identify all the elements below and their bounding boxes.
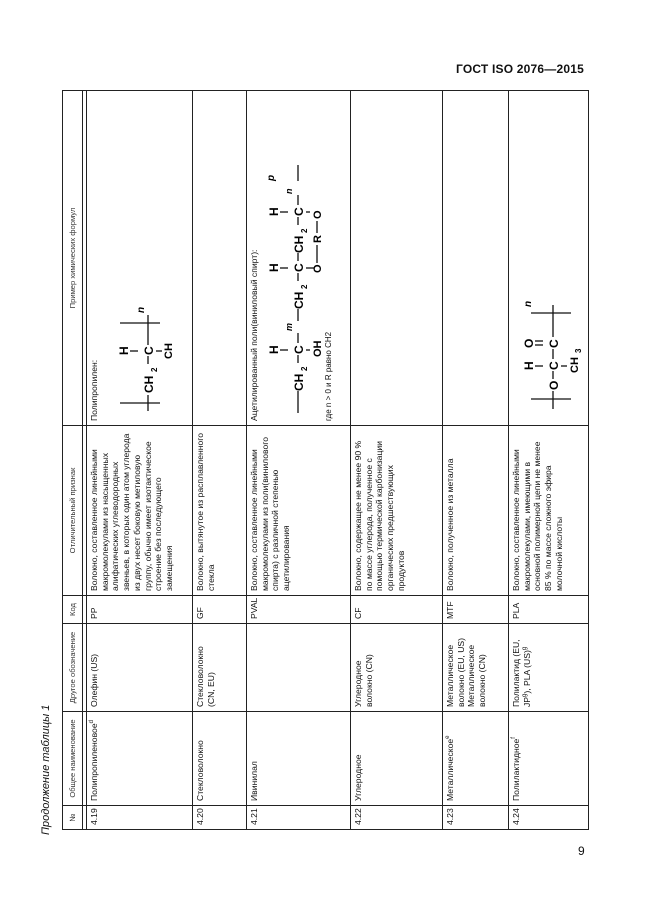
row-common-name: Стекловолокно [193, 712, 247, 806]
ch2-group: CH [291, 235, 306, 253]
ch2-group: CH [291, 291, 306, 309]
table-caption: Продолжение таблицы 1 [40, 704, 52, 835]
repeat-p: p [265, 174, 277, 181]
row-num: 4.19 [87, 806, 193, 830]
row-feature: Волокно, содержащее не менее 90 % по массе углерода, полученное с помощью термической карбонизации органических предшествующих продуктов [351, 426, 443, 596]
formula-label: Ацетилированный поли(виниловый спирт): [249, 249, 259, 421]
row-common-name: Металлическое$^e$ [443, 712, 509, 806]
repeat-n: n [135, 306, 147, 313]
repeat-m: m [283, 322, 294, 331]
carbon-atom: C [291, 207, 306, 216]
hydrogen-atom: H [266, 345, 281, 354]
col-feature: Отличительный признак [63, 426, 83, 596]
row-formula [351, 91, 443, 426]
row-feature: Волокно, составленное линейными макромолекулами из поли(винилового спирта) с различной степенью ацетилирования [247, 426, 351, 596]
table-row [193, 91, 247, 830]
row-feature: Волокно, составленное линейными макромолекулами, имеющими в основной полимерной цепи не менее 85 % по массе сложного эфира молочной кислоты [509, 426, 589, 596]
hydrogen-atom: H [116, 346, 131, 355]
carbon-atom: C [291, 263, 306, 272]
row-other-name: Стекловолокно (CN, EU) [193, 624, 247, 712]
row-code: MTF [443, 596, 509, 624]
row-num: 4.20 [193, 806, 247, 830]
table-row [247, 91, 351, 830]
carbon-atom: C [547, 361, 561, 370]
row-code: GF [193, 596, 247, 624]
row-common-name: Углеродное [351, 712, 443, 806]
table-header-row [63, 91, 83, 830]
oxygen-atom: O [311, 210, 324, 219]
col-other-name: Другое обозначение [63, 624, 83, 712]
row-formula [443, 91, 509, 426]
r-group: R [311, 235, 324, 243]
row-code: PP [87, 596, 193, 624]
ch3-sub: 3 [574, 348, 583, 353]
row-feature: Волокно, составленное линейными макромолекулами из насыщенных алифатических углеводородных звеньев, в которых один атом углерода из двух несет боковую метиловую группу, обычно имеет изотактическое строение без последующего замещения [87, 426, 193, 596]
carbon-atom: C [547, 339, 561, 348]
hydrogen-atom: H [522, 361, 536, 370]
ch2-group: CH [291, 373, 306, 391]
row-other-name: Олефин (US) [87, 624, 193, 712]
hydrogen-atom: H [266, 207, 281, 216]
row-num: 4.24 [509, 806, 589, 830]
table-row [509, 91, 589, 830]
formula-label: Полипропилен: [89, 359, 99, 421]
ch2-sub: 2 [299, 228, 309, 233]
fiber-table [62, 90, 589, 830]
carbonyl-oxygen: O [522, 338, 536, 348]
row-num: 4.23 [443, 806, 509, 830]
carbon-atom: C [141, 346, 156, 355]
row-other-name [247, 624, 351, 712]
page-number: 9 [578, 844, 585, 858]
row-formula [247, 91, 351, 426]
carbon-atom: C [291, 345, 306, 354]
standard-header: ГОСТ ISO 2076—2015 [455, 62, 584, 76]
col-code: Код [63, 596, 83, 624]
row-code: PVAL [247, 596, 351, 624]
pval-formula [260, 91, 322, 421]
repeat-n: n [523, 300, 534, 307]
hydrogen-atom: H [266, 263, 281, 272]
row-formula [193, 91, 247, 426]
row-formula [509, 91, 589, 426]
row-num: 4.21 [247, 806, 351, 830]
ch2-group: CH [141, 375, 156, 393]
hydroxyl-group: OH [311, 340, 324, 357]
row-formula [87, 91, 193, 426]
col-formula: Пример химических формул [63, 91, 83, 426]
row-feature: Волокно, полученное из металла [443, 426, 509, 596]
ch3-group: CH [162, 343, 175, 359]
ch2-sub: 2 [149, 367, 159, 372]
col-num: № [63, 806, 83, 830]
table-row [351, 91, 443, 830]
polypropylene-formula [100, 261, 175, 421]
row-code: CF [351, 596, 443, 624]
pla-formula [511, 261, 583, 421]
row-common-name: Ивинилал [247, 712, 351, 806]
oxygen-atom: O [547, 380, 561, 390]
ch3-group: CH [569, 357, 581, 373]
row-other-name: Металлическое волокно (EU, US) Металлическое волокно (CN) [443, 624, 509, 712]
ch2-sub: 2 [299, 284, 309, 289]
col-common-name: Общее наименование [63, 712, 83, 806]
table-row [87, 91, 193, 830]
rotated-table [62, 91, 583, 830]
formula-note: где n > 0 и R равно CH2 [324, 331, 334, 421]
row-other-name: Полилактид (EU, $JP^g$), PLA (US)$^g$ [509, 624, 589, 712]
table-row [443, 91, 509, 830]
row-common-name: Полилактидное$^f$ [509, 712, 589, 806]
row-other-name: Углеродное волокно (CN) [351, 624, 443, 712]
row-code: PLA [509, 596, 589, 624]
ch2-sub: 2 [299, 366, 309, 371]
oxygen-atom: O [311, 264, 324, 273]
row-common-name: Полипропиленовое$^d$ [87, 712, 193, 806]
repeat-n: n [283, 188, 294, 194]
row-feature: Волокно, вытянутое из расплавленного стекла [193, 426, 247, 596]
row-num: 4.22 [351, 806, 443, 830]
